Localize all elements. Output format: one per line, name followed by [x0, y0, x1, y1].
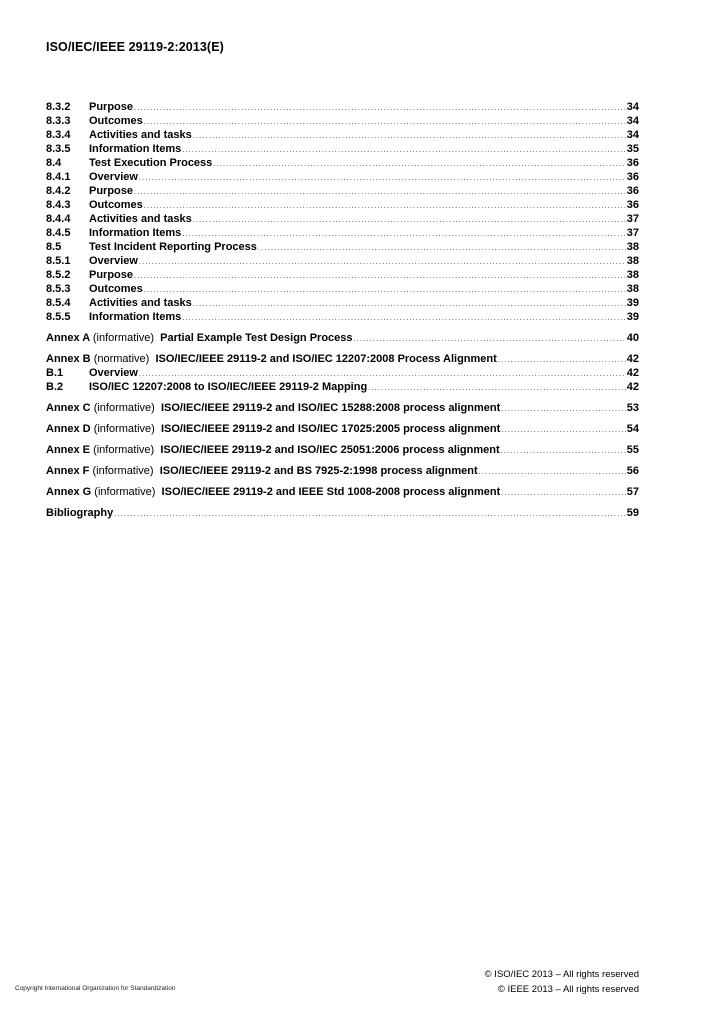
toc-page: 35 [626, 143, 639, 155]
toc-number: 8.5 [46, 241, 62, 253]
toc-page: 39 [626, 297, 639, 309]
toc-title: Overview [89, 171, 138, 183]
toc-page: 34 [626, 101, 639, 113]
toc-page: 36 [626, 185, 639, 197]
toc-page: 42 [626, 353, 639, 365]
toc-annex-b[interactable] [46, 352, 639, 366]
toc-page: 57 [626, 486, 639, 498]
toc-page: 34 [626, 115, 639, 127]
toc-entry[interactable] [46, 254, 639, 268]
toc-bibliography[interactable] [46, 506, 639, 520]
toc-number: 8.4.1 [46, 171, 71, 183]
toc-leader [134, 102, 626, 116]
toc-leader [501, 487, 625, 501]
toc-leader [182, 312, 625, 326]
toc-annex-a[interactable] [46, 331, 639, 345]
toc-entry[interactable] [46, 380, 639, 394]
toc-number: 8.5.3 [46, 283, 71, 295]
table-of-contents [46, 100, 639, 520]
toc-title: Test Execution Process [89, 157, 213, 169]
iso-copyright: © ISO/IEC 2013 – All rights reserved [484, 969, 639, 980]
toc-number: 8.3.2 [46, 101, 71, 113]
toc-leader [498, 354, 626, 368]
toc-page: 54 [626, 423, 639, 435]
toc-page: 42 [626, 381, 639, 393]
toc-annex-g[interactable] [46, 485, 639, 499]
toc-page: 36 [626, 199, 639, 211]
toc-title: Purpose [89, 101, 134, 113]
annex-label: Annex D [46, 423, 91, 435]
toc-leader [501, 424, 625, 438]
toc-title: Activities and tasks [89, 213, 192, 225]
toc-page: 40 [626, 332, 639, 344]
toc-entry[interactable] [46, 128, 639, 142]
annex-kind: (normative) [93, 353, 150, 365]
annex-title: ISO/IEC/IEEE 29119-2 and ISO/IEC 17025:2005 process alignment [160, 423, 501, 435]
toc-page: 37 [626, 227, 639, 239]
toc-leader [193, 130, 626, 144]
toc-leader [144, 116, 626, 130]
toc-leader [144, 284, 626, 298]
toc-number: 8.4.3 [46, 199, 71, 211]
toc-title: Outcomes [89, 283, 143, 295]
toc-leader [134, 270, 626, 284]
annex-label: Annex G [46, 486, 92, 498]
toc-leader [501, 403, 625, 417]
annex-title: ISO/IEC/IEEE 29119-2 and IEEE Std 1008-2008 process alignment [161, 486, 501, 498]
toc-title: Bibliography [46, 507, 114, 519]
toc-number: 8.3.5 [46, 143, 71, 155]
annex-kind: (informative) [93, 444, 155, 456]
toc-leader [139, 256, 626, 270]
toc-annex-f[interactable] [46, 464, 639, 478]
toc-annex-e[interactable] [46, 443, 639, 457]
toc-title: Overview [89, 255, 138, 267]
toc-number: 8.5.4 [46, 297, 71, 309]
toc-entry[interactable] [46, 226, 639, 240]
toc-annex-d[interactable] [46, 422, 639, 436]
toc-number: 8.5.1 [46, 255, 71, 267]
annex-label: Annex E [46, 444, 91, 456]
toc-page: 39 [626, 311, 639, 323]
copyright-notice [485, 967, 639, 997]
toc-entry[interactable] [46, 240, 639, 254]
annex-label: Annex B [46, 353, 91, 365]
annex-label: Annex F [46, 465, 90, 477]
toc-leader [368, 382, 626, 396]
toc-number: 8.4 [46, 157, 62, 169]
toc-entry[interactable] [46, 310, 639, 324]
annex-kind: (informative) [94, 486, 156, 498]
annex-title: Partial Example Test Design Process [160, 332, 353, 344]
toc-title: Information Items [89, 311, 182, 323]
toc-number: 8.3.3 [46, 115, 71, 127]
toc-leader [134, 186, 626, 200]
toc-entry[interactable] [46, 198, 639, 212]
toc-entry[interactable] [46, 114, 639, 128]
toc-title: ISO/IEC 12207:2008 to ISO/IEC/IEEE 29119-2 Mapping [89, 381, 368, 393]
toc-annex-c[interactable] [46, 401, 639, 415]
toc-number: 8.5.2 [46, 269, 71, 281]
toc-page: 37 [626, 213, 639, 225]
annex-kind: (informative) [92, 332, 154, 344]
toc-page: 38 [626, 241, 639, 253]
toc-page: 38 [626, 255, 639, 267]
toc-page: 42 [626, 367, 639, 379]
toc-leader [213, 158, 625, 172]
toc-entry[interactable] [46, 366, 639, 380]
toc-number: B.2 [46, 381, 64, 393]
toc-number: 8.4.2 [46, 185, 71, 197]
toc-leader [193, 214, 626, 228]
toc-leader [114, 508, 626, 522]
annex-title: ISO/IEC/IEEE 29119-2 and ISO/IEC 12207:2008 Process Alignment [155, 353, 497, 365]
toc-number: 8.3.4 [46, 129, 71, 141]
toc-title: Outcomes [89, 115, 143, 127]
toc-title: Overview [89, 367, 138, 379]
toc-leader [144, 200, 626, 214]
annex-title: ISO/IEC/IEEE 29119-2 and BS 7925-2:1998 process alignment [159, 465, 478, 477]
toc-leader [501, 445, 626, 459]
toc-title: Information Items [89, 143, 182, 155]
toc-page: 38 [626, 283, 639, 295]
toc-leader [354, 333, 626, 347]
annex-title: ISO/IEC/IEEE 29119-2 and ISO/IEC 25051:2006 process alignment [160, 444, 500, 456]
toc-entry[interactable] [46, 296, 639, 310]
toc-title: Activities and tasks [89, 297, 192, 309]
toc-title: Activities and tasks [89, 129, 192, 141]
toc-entry[interactable] [46, 156, 639, 170]
toc-page: 36 [626, 171, 639, 183]
annex-label: Annex C [46, 402, 91, 414]
toc-title: Outcomes [89, 199, 143, 211]
page-header-title: ISO/IEC/IEEE 29119-2:2013(E) [46, 40, 224, 54]
toc-entry[interactable] [46, 184, 639, 198]
toc-page: 59 [626, 507, 639, 519]
toc-title: Test Incident Reporting Process [89, 241, 257, 253]
toc-leader [193, 298, 626, 312]
toc-leader [139, 172, 626, 186]
annex-kind: (informative) [92, 465, 154, 477]
toc-title: Information Items [89, 227, 182, 239]
toc-number: 8.4.4 [46, 213, 71, 225]
toc-page: 34 [626, 129, 639, 141]
toc-page: 56 [626, 465, 639, 477]
toc-entry[interactable] [46, 282, 639, 296]
toc-number: 8.4.5 [46, 227, 71, 239]
toc-entry[interactable] [46, 142, 639, 156]
annex-label: Annex A [46, 332, 90, 344]
toc-number: B.1 [46, 367, 64, 379]
toc-page: 36 [626, 157, 639, 169]
annex-kind: (informative) [93, 402, 155, 414]
toc-leader [479, 466, 626, 480]
annex-kind: (informative) [93, 423, 155, 435]
toc-page: 55 [626, 444, 639, 456]
toc-entry[interactable] [46, 100, 639, 114]
toc-entry[interactable] [46, 268, 639, 282]
annex-title: ISO/IEC/IEEE 29119-2 and ISO/IEC 15288:2008 process alignment [160, 402, 501, 414]
toc-title: Purpose [89, 269, 134, 281]
toc-entry[interactable] [46, 212, 639, 226]
ieee-copyright: © IEEE 2013 – All rights reserved [497, 984, 639, 995]
watermark-copyright: Copyright International Organization for Standardization [15, 985, 176, 992]
toc-leader [258, 242, 626, 256]
toc-page: 53 [626, 402, 639, 414]
toc-entry[interactable] [46, 170, 639, 184]
toc-page: 38 [626, 269, 639, 281]
toc-leader [182, 144, 625, 158]
toc-number: 8.5.5 [46, 311, 71, 323]
toc-title: Purpose [89, 185, 134, 197]
